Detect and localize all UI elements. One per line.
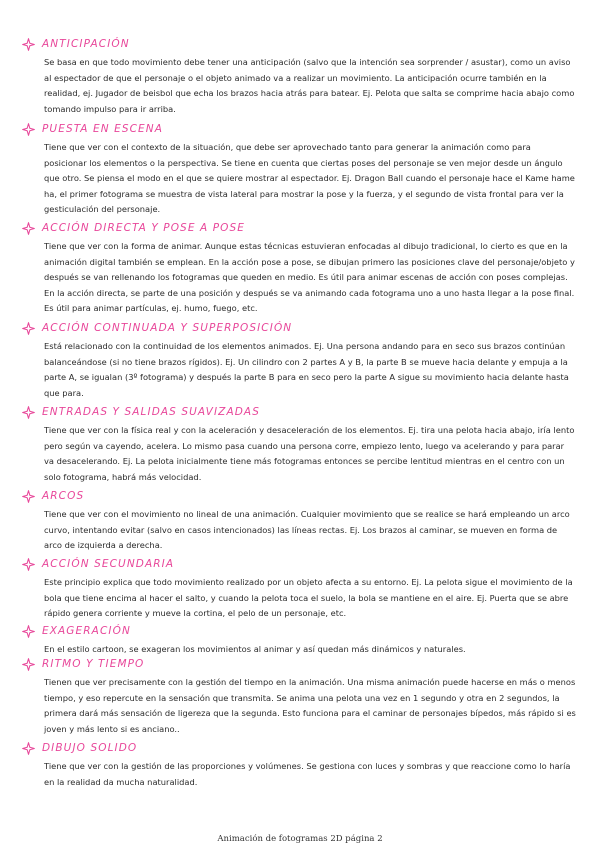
section-heading (22, 623, 131, 639)
section-body: Tiene que ver con el movimiento no lineal de una animación. Cualquier movimiento que se realice se hará empleando un arco curvo, intentando evitar (salvo en casos intencionados) las líneas rectas. Ej. Los brazos al caminar, se mueven en forma de arco de izquierda a derecha. (44, 509, 570, 550)
section-body: Tiene que ver con la forma de animar. Aunque estas técnicas estuvieran enfocadas al dibujo tradicional, lo cierto es que en la animación digital también se emplean. En la acción pose a pose, se dibujan primero las posiciones clave del personaje/objeto y después se van rellenando los fotogramas que queden en medio. Es útil para animar escenas de acción con poses complejas. En la acción directa, se parte de una posición y después se va animando cada fotograma uno a uno hasta llegar a la pose final. Es útil para animar partículas, ej. humo, fuego, etc. (44, 241, 575, 313)
section-body: Se basa en que todo movimiento debe tener una anticipación (salvo que la intención sea sorprender / asustar), como un aviso al espectador de que el personaje o el objeto animado va a realizar un movimiento. La anticipación ocurre también en la realidad, ej. Jugador de beisbol que echa los brazos hacia atrás para batear. Ej. Pelota que salta se comprime hacia abajo como tomando impulso para ir arriba. (44, 57, 575, 114)
sparkle-star-icon (22, 123, 35, 136)
section-title: EXAGERACIÓN (42, 625, 131, 637)
sparkle-star-icon (22, 222, 35, 235)
sparkle-star-icon (22, 322, 35, 335)
section-body: Está relacionado con la continuidad de los elementos animados. Ej. Una persona andando para en seco sus brazos continúan balanceándose (si no tiene brazos rígidos). Ej. Un cilindro con 2 partes A y B, la parte B se mueve hacia delante y empuja a la parte A, se igualan (3º fotograma) y después la parte B para en seco pero la parte A sigue su movimiento hacia delante hasta que para. (44, 341, 569, 398)
section-heading (22, 656, 144, 672)
section-body: Tienen que ver precisamente con la gestión del tiempo en la animación. Una misma animación puede hacerse en más o menos tiempo, y eso repercute en la sensación que transmita. Se anima una pelota una vez en 1 segundo y otra en 2 segundos, la primera dará más sensación de ligereza que la segunda. Esto funciona para el caminar de personajes bípedos, más rápido si es joven y más lento si es anciano.. (44, 677, 576, 734)
section-title: DIBUJO SOLIDO (42, 742, 138, 754)
section-title: ANTICIPACIÓN (42, 38, 130, 50)
section-body: En el estilo cartoon, se exageran los movimientos al animar y así quedan más dinámicos y naturales. (44, 644, 466, 654)
sparkle-star-icon (22, 742, 35, 755)
section-heading (22, 556, 174, 572)
section-body: Tiene que ver con la gestión de las proporciones y volúmenes. Se gestiona con luces y sombras y que reaccione como lo haría en la realidad da mucha naturalidad. (44, 761, 571, 787)
section-body: Tiene que ver con el contexto de la situación, que debe ser aprovechado tanto para generar la animación como para posicionar los elementos o la perspectiva. Se tiene en cuenta que ciertas poses del personaje se ven mejor desde un ángulo que otro. Se piensa el modo en el que se quiere mostrar al espectador. Ej. Dragon Ball cuando el personaje hace el Kame hame ha, el primer fotograma se muestra de vista lateral para mostrar la pose y la fuerza, y el segundo de vista frontal para ver la gesticulación del personaje. (44, 142, 575, 214)
section-title: RITMO Y TIEMPO (42, 658, 145, 670)
section-title: ACCIÓN CONTINUADA Y SUPERPOSICIÓN (42, 322, 293, 334)
section-title: ACCIÓN SECUNDARIA (42, 558, 175, 570)
section-heading (22, 121, 163, 137)
sparkle-star-icon (22, 625, 35, 638)
section-heading (22, 220, 245, 236)
sparkle-star-icon (22, 38, 35, 51)
section-title: ENTRADAS Y SALIDAS SUAVIZADAS (42, 406, 260, 418)
page-footer: Animación de fotogramas 2D página 2 (217, 834, 383, 844)
section-body: Tiene que ver con la física real y con la aceleración y desaceleración de los elementos. Ej. tira una pelota hacia abajo, iría lento pero según va cayendo, acelera. Lo mismo pasa cuando una persona corre, empiezo lento, luego va acelerando y para parar va desacelerando. Ej. La pelota inicialmente tiene más fotogramas entonces se percibe lentitud mientras en el centro con un solo fotograma, habrá más velocidad. (44, 425, 575, 482)
section-heading (22, 740, 137, 756)
section-heading (22, 320, 292, 336)
section-heading (22, 488, 84, 504)
section-title: PUESTA EN ESCENA (42, 123, 164, 135)
sparkle-star-icon (22, 658, 35, 671)
sparkle-star-icon (22, 558, 35, 571)
section-heading (22, 404, 260, 420)
section-title: ARCOS (42, 490, 85, 502)
sparkle-star-icon (22, 406, 35, 419)
section-title: ACCIÓN DIRECTA Y POSE A POSE (42, 222, 246, 234)
section-body: Este principio explica que todo movimiento realizado por un objeto afecta a su entorno. Ej. La pelota sigue el movimiento de la bola que tiene encima al hacer el salto, y cuando la pelota toca el suelo, la bola se mantiene en el aire. Ej. Puerta que se abre rápido genera corriente y mueve la cortina, el pelo de un personaje, etc. (44, 577, 573, 618)
section-heading (22, 36, 130, 52)
sparkle-star-icon (22, 490, 35, 503)
